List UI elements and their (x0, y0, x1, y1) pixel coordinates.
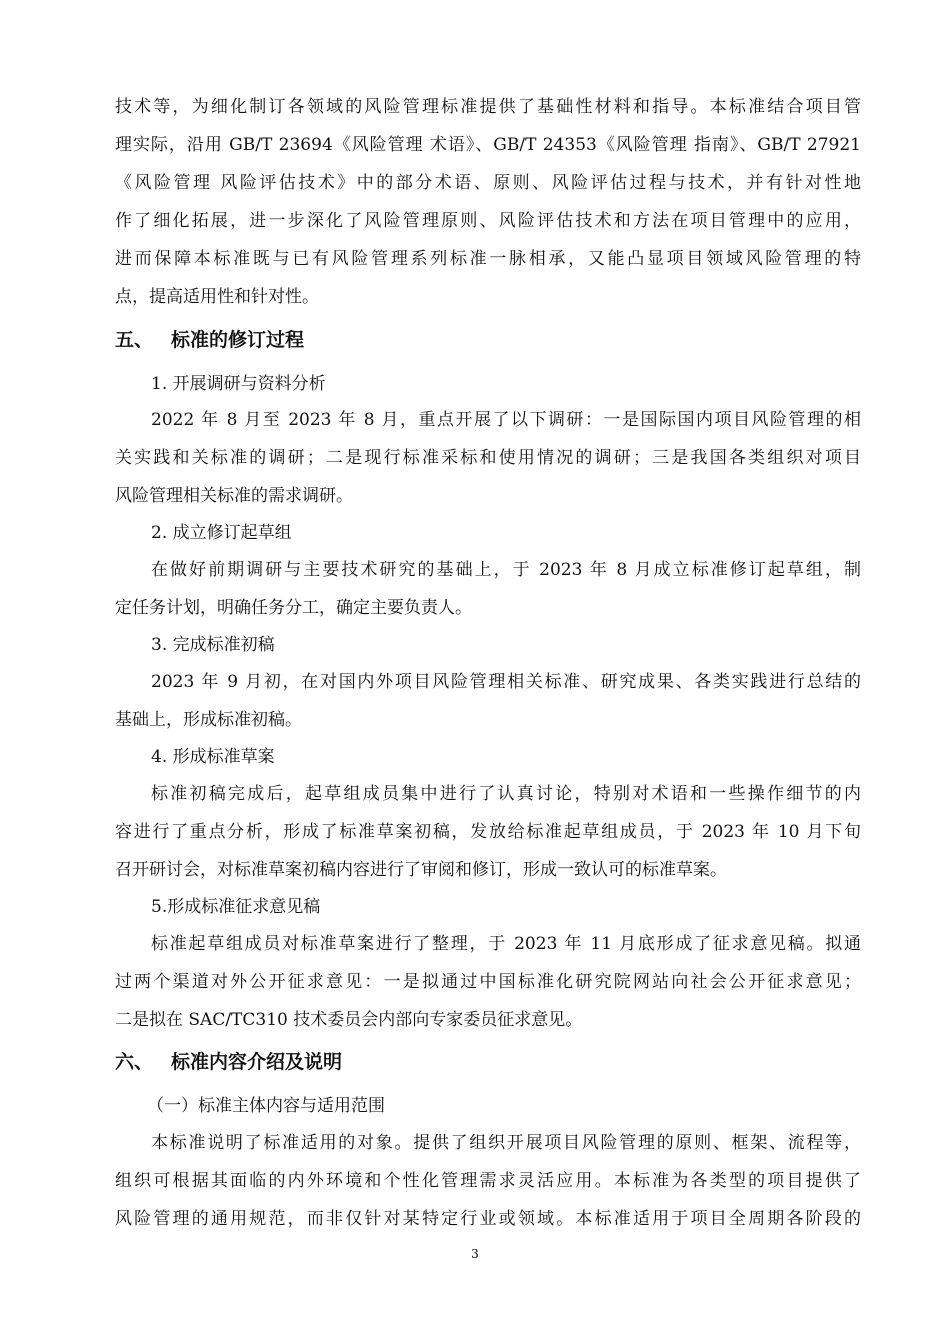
section-title: 标准的修订过程 (171, 329, 305, 351)
paragraph-line: 组织可根据其面临的内外环境和个性化管理需求灵活应用。本标准为各类型的项目提供了 (115, 1171, 861, 1191)
subsection-title: 2. 成立修订起草组 (151, 523, 292, 543)
paragraph-line: 本标准说明了标准适用的对象。提供了组织开展项目风险管理的原则、框架、流程等， (151, 1133, 861, 1153)
paragraph-line: 风险管理的通用规范，而非仅针对某特定行业或领域。本标准适用于项目全周期各阶段的 (115, 1209, 861, 1229)
section-heading (115, 1050, 342, 1074)
paragraph-line: 关实践和关标准的调研；二是现行标准采标和使用情况的调研；三是我国各类组织对项目 (115, 448, 861, 468)
paragraph-line: 定任务计划，明确任务分工，确定主要负责人。 (115, 598, 472, 618)
paragraph-line: 风险管理相关标准的需求调研。 (115, 486, 353, 506)
intro-line: 《风险管理 风险评估技术》中的部分术语、原则、风险评估过程与技术，并有针对性地 (115, 173, 861, 193)
subsection-title: 4. 形成标准草案 (151, 747, 275, 767)
section-number: 六、 (115, 1051, 154, 1073)
paragraph-line: 召开研讨会，对标准草案初稿内容进行了审阅和修订，形成一致认可的标准草案。 (115, 860, 727, 880)
page-number: 3 (471, 1247, 479, 1261)
paragraph-line: 2023 年 9 月初，在对国内外项目风险管理相关标准、研究成果、各类实践进行总结的 (151, 672, 861, 692)
subsection-title: （一）标准主体内容与适用范围 (147, 1096, 385, 1116)
section-title: 标准内容介绍及说明 (171, 1051, 343, 1073)
paragraph-line: 2022 年 8 月至 2023 年 8 月，重点开展了以下调研：一是国际国内项目风险管理的相 (151, 410, 861, 430)
paragraph-line: 容进行了重点分析，形成了标准草案初稿，发放给标准起草组成员，于 2023 年 10 月下旬 (115, 822, 861, 842)
intro-line: 进而保障本标准既与已有风险管理系列标准一脉相承，又能凸显项目领域风险管理的特 (115, 249, 861, 269)
paragraph-line: 在做好前期调研与主要技术研究的基础上，于 2023 年 8 月成立标准修订起草组，制 (151, 560, 861, 580)
subsection-title: 1. 开展调研与资料分析 (151, 374, 326, 394)
section-number: 五、 (115, 329, 154, 351)
subsection-title: 5.形成标准征求意见稿 (151, 897, 321, 917)
intro-line: 作了细化拓展，进一步深化了风险管理原则、风险评估技术和方法在项目管理中的应用， (115, 211, 861, 231)
section-heading (115, 328, 304, 352)
paragraph-line: 标准起草组成员对标准草案进行了整理，于 2023 年 11 月底形成了征求意见稿。拟通 (151, 934, 861, 954)
paragraph-line: 标准初稿完成后，起草组成员集中进行了认真讨论，特别对术语和一些操作细节的内 (151, 784, 861, 804)
intro-line: 理实际，沿用 GB/T 23694《风险管理 术语》、GB/T 24353《风险管理 指南》、GB/T 27921 (115, 135, 861, 155)
intro-line: 技术等，为细化制订各领域的风险管理标准提供了基础性材料和指导。本标准结合项目管 (115, 97, 861, 117)
subsection-title: 3. 完成标准初稿 (151, 635, 275, 655)
intro-line: 点，提高适用性和针对性。 (115, 287, 319, 307)
paragraph-line: 二是拟在 SAC/TC310 技术委员会内部向专家委员征求意见。 (115, 1010, 583, 1030)
paragraph-line: 过两个渠道对外公开征求意见：一是拟通过中国标准化研究院网站向社会公开征求意见； (115, 972, 861, 992)
paragraph-line: 基础上，形成标准初稿。 (115, 710, 302, 730)
